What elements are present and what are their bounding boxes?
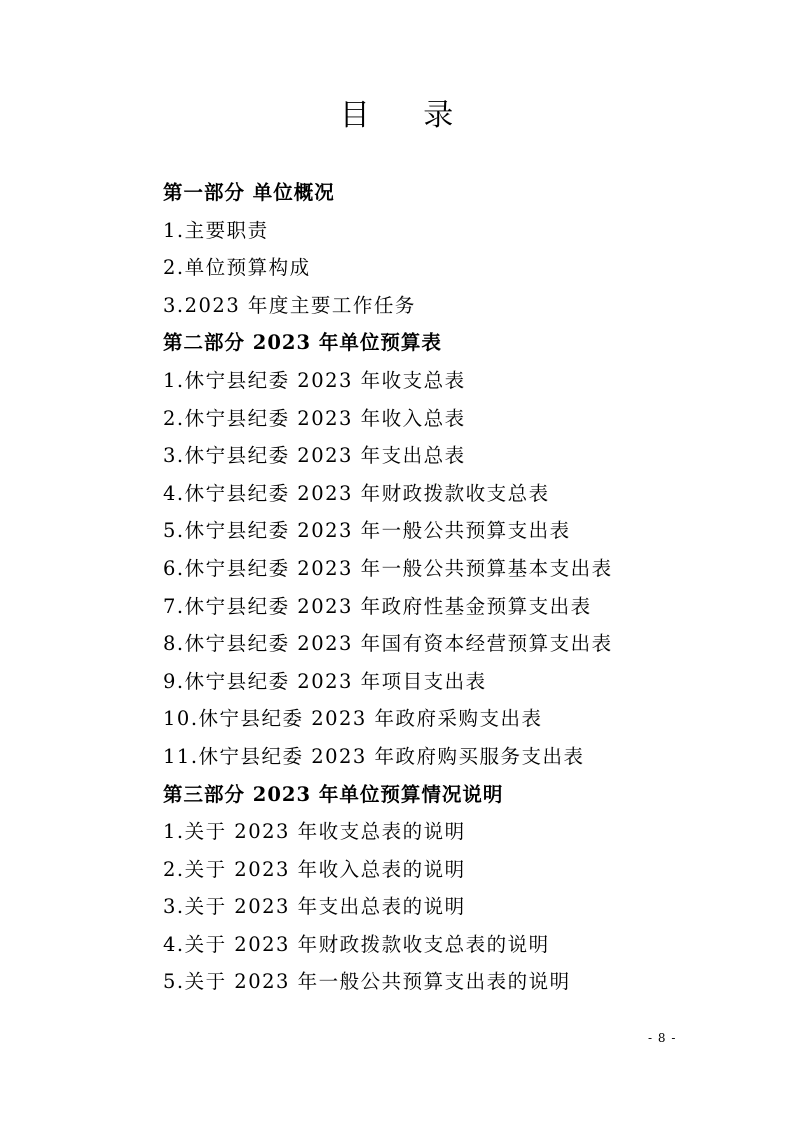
toc-item: 1.关于 2023 年收支总表的说明 (163, 820, 466, 844)
toc-item: 7.休宁县纪委 2023 年政府性基金预算支出表 (163, 594, 592, 618)
toc-item: 6.休宁县纪委 2023 年一般公共预算基本支出表 (163, 556, 613, 580)
toc-item: 2.单位预算构成 (163, 256, 311, 280)
toc-item: 4.休宁县纪委 2023 年财政拨款收支总表 (163, 481, 550, 505)
toc-item: 8.休宁县纪委 2023 年国有资本经营预算支出表 (163, 632, 613, 656)
toc-item: 2.休宁县纪委 2023 年收入总表 (163, 406, 466, 430)
toc-item: 9.休宁县纪委 2023 年项目支出表 (163, 669, 487, 693)
toc-item: 10.休宁县纪委 2023 年政府采购支出表 (163, 707, 543, 731)
toc-section-heading: 第二部分 2023 年单位预算表 (163, 331, 442, 355)
toc-section-heading: 第一部分 单位概况 (163, 181, 335, 204)
toc-item: 3.2023 年度主要工作任务 (163, 293, 416, 317)
toc-section-heading: 第三部分 2023 年单位预算情况说明 (163, 782, 504, 806)
toc-item: 5.关于 2023 年一般公共预算支出表的说明 (163, 970, 571, 994)
toc-item: 3.休宁县纪委 2023 年支出总表 (163, 444, 466, 468)
page-title: 目 录 (339, 98, 476, 133)
toc-item: 4.关于 2023 年财政拨款收支总表的说明 (163, 932, 550, 956)
toc-item: 5.休宁县纪委 2023 年一般公共预算支出表 (163, 519, 571, 543)
toc-item: 1.休宁县纪委 2023 年收支总表 (163, 368, 466, 392)
toc-item: 1.主要职责 (163, 218, 269, 242)
table-of-contents (163, 174, 613, 1001)
page-number: - 8 - (648, 1031, 677, 1045)
toc-item: 2.关于 2023 年收入总表的说明 (163, 857, 466, 881)
toc-item: 11.休宁县纪委 2023 年政府购买服务支出表 (163, 744, 585, 768)
toc-item: 3.关于 2023 年支出总表的说明 (163, 895, 466, 919)
